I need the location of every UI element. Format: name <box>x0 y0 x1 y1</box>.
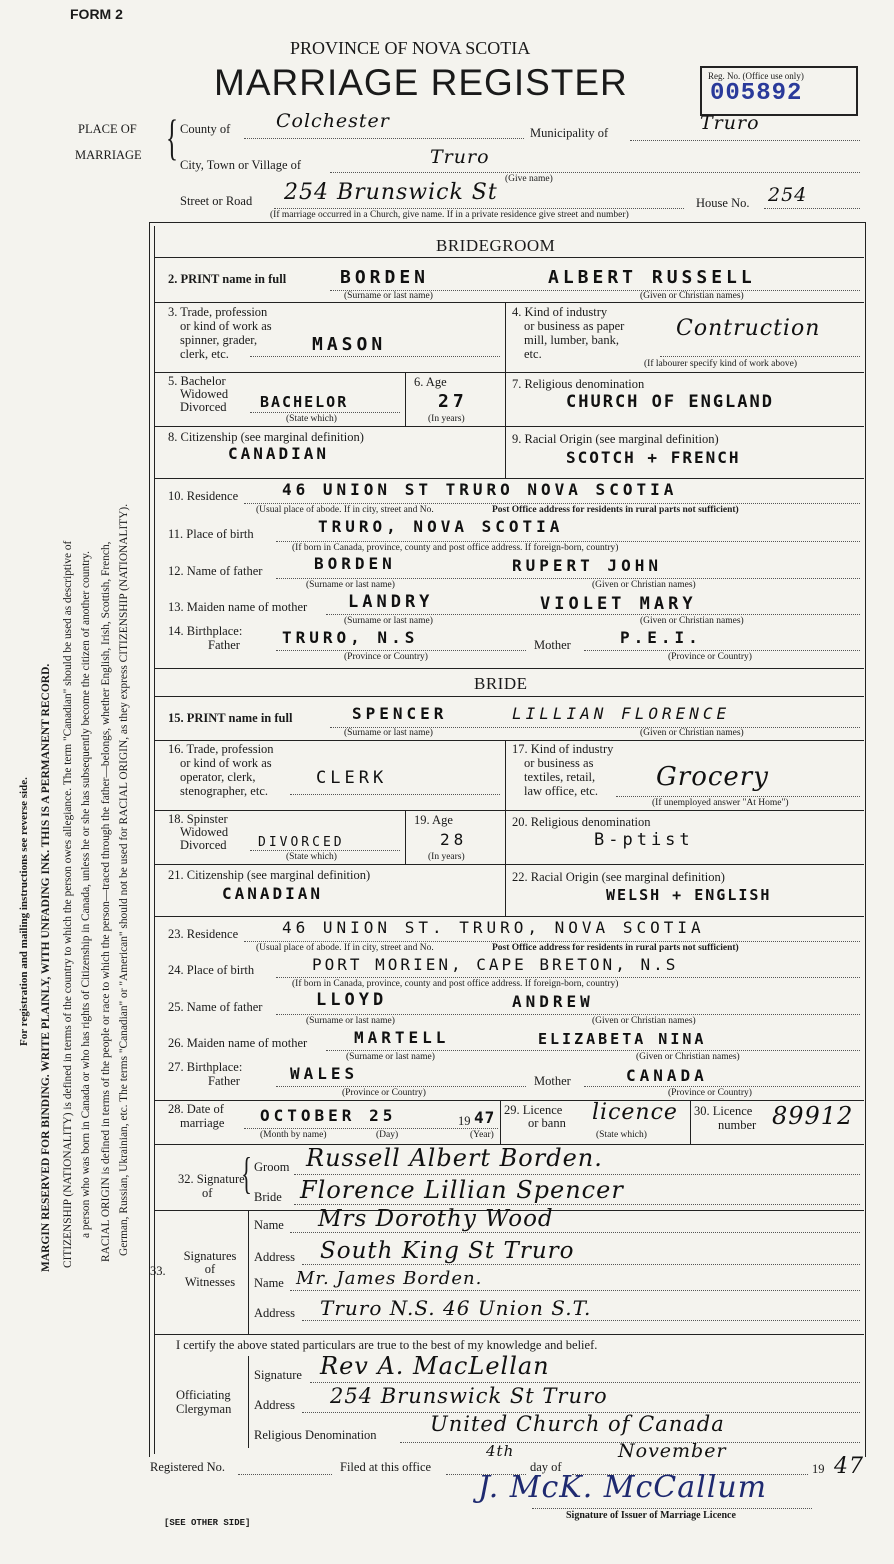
reg-number-label: Reg. No. (Office use only) <box>708 71 804 81</box>
marriage-date-label: 28. Date of marriage <box>168 1102 225 1130</box>
reg-number-value: 005892 <box>710 80 803 107</box>
groom-residence-label: 10. Residence <box>168 489 239 503</box>
licence-type-label: 29. Licence or bann <box>504 1103 566 1130</box>
groom-sig-label: Groom <box>254 1160 290 1174</box>
bride-sig-label: Bride <box>254 1190 282 1204</box>
bride-status-label: 18. Spinster Widowed Divorced <box>168 812 229 852</box>
bride-mother-birth-label: Mother <box>534 1074 571 1088</box>
bride-residence-note-2: Post Office address for residents in rural parts not sufficient) <box>492 943 739 953</box>
signature-of-label: 32. Signature of <box>178 1172 245 1200</box>
bride-racial: WELSH + ENGLISH <box>606 886 772 904</box>
year-note: (Year) <box>470 1130 494 1140</box>
groom-father-label: 12. Name of father <box>168 564 263 578</box>
margin-line-1: For registration and mailing instructions see reverse side. <box>18 777 30 1046</box>
bride-father-given-note: (Given or Christian names) <box>592 1016 696 1026</box>
clergy-signature: Rev A. MacLellan <box>320 1352 550 1380</box>
groom-industry: Contruction <box>676 316 821 341</box>
bride-mother-surname: MARTELL <box>354 1028 450 1047</box>
clergy-denomination: United Church of Canada <box>430 1412 725 1436</box>
bride-residence-note-1: (Usual place of abode. If in city, street and No. <box>256 943 434 953</box>
w2-name-label: Name <box>254 1276 284 1290</box>
province-title: PROVINCE OF NOVA SCOTIA <box>290 38 531 58</box>
witness-label: Signatures of Witnesses <box>183 1249 237 1289</box>
bride-citizenship-label: 21. Citizenship (see marginal definition) <box>168 868 371 882</box>
groom-age-label: 6. Age <box>414 375 447 389</box>
filed-day: 4th <box>486 1442 515 1460</box>
bride-father-label: 25. Name of father <box>168 1000 263 1014</box>
groom-signature: Russell Albert Borden. <box>306 1144 603 1172</box>
groom-given-note: (Given or Christian names) <box>640 291 744 301</box>
bride-birthplace-label: 27. Birthplace: Father <box>168 1060 243 1088</box>
bride-signature: Florence Lillian Spencer <box>300 1176 624 1204</box>
bride-religion-label: 20. Religious denomination <box>512 815 651 829</box>
bride-citizenship: CANADIAN <box>222 884 324 903</box>
day-note: (Day) <box>376 1130 399 1140</box>
bride-mother-surname-note: (Surname or last name) <box>346 1052 435 1062</box>
bride-industry: Grocery <box>656 762 769 792</box>
signature-brace: { <box>241 1149 252 1198</box>
groom-father-surname-note: (Surname or last name) <box>306 580 395 590</box>
bride-father-surname-note: (Surname or last name) <box>306 1016 395 1026</box>
groom-industry-note: (If labourer specify kind of work above) <box>644 359 797 369</box>
groom-father-given-note: (Given or Christian names) <box>592 580 696 590</box>
day-of-label: day of <box>530 1460 562 1474</box>
county-label: County of <box>180 122 231 136</box>
city-label: City, Town or Village of <box>180 158 302 172</box>
groom-given: ALBERT RUSSELL <box>548 267 756 288</box>
groom-status-label: 5. Bachelor Widowed Divorced <box>168 374 229 414</box>
groom-birthplace-label: 14. Birthplace: Father <box>168 624 243 652</box>
groom-trade: MASON <box>312 334 387 355</box>
margin-line-2: MARGIN RESERVED FOR BINDING. WRITE PLAINLY, WITH UNFADING INK. THIS IS A PERMANENT RECORD. <box>40 663 52 1272</box>
groom-birth-note: (If born in Canada, province, county and post office address. If foreign-born, country) <box>292 543 619 553</box>
bride-birth: PORT MORIEN, CAPE BRETON, N.S <box>312 955 679 974</box>
bride-mother-birth-note: (Province or Country) <box>668 1088 752 1098</box>
bride-surname: SPENCER <box>352 704 448 723</box>
bride-age-label: 19. Age <box>414 813 453 827</box>
county-value: Colchester <box>276 110 390 132</box>
bride-state-which: (State which) <box>286 852 337 862</box>
clergy-address-label: Address <box>254 1398 295 1412</box>
see-other-side: [SEE OTHER SIDE] <box>164 1518 251 1528</box>
groom-racial: SCOTCH + FRENCH <box>566 448 741 467</box>
groom-mother-birth-label: Mother <box>534 638 571 652</box>
groom-industry-label: 4. Kind of industry or business as paper mill, lumber, bank, etc. <box>512 305 625 361</box>
bride-industry-label: 17. Kind of industry or business as textiles, retail, law office, etc. <box>512 742 614 798</box>
licence-type: licence <box>592 1100 678 1125</box>
groom-birth: TRURO, NOVA SCOTIA <box>318 517 564 536</box>
clergy-sig-label: Signature <box>254 1368 302 1382</box>
officiating-label: Officiating Clergyman <box>176 1388 232 1416</box>
bride-mother-given-note: (Given or Christian names) <box>636 1052 740 1062</box>
bridegroom-heading: BRIDEGROOM <box>436 236 556 255</box>
groom-mother-birth: P.E.I. <box>620 628 702 647</box>
street-label: Street or Road <box>180 194 253 208</box>
certify-text: I certify the above stated particulars are true to the best of my knowledge and belief. <box>176 1338 598 1352</box>
bride-name-label: 15. PRINT name in full <box>168 711 293 725</box>
bride-given-note: (Given or Christian names) <box>640 728 744 738</box>
licence-number: 89912 <box>772 1102 854 1130</box>
margin-line-5: RACIAL ORIGIN is defined in terms of the people or race to which the person—traced through the father—belongs, whether English, Irish, Scottish, French, <box>100 541 112 1262</box>
bride-father-birth-note: (Province or Country) <box>342 1088 426 1098</box>
groom-religion: CHURCH OF ENGLAND <box>566 392 774 412</box>
bride-birth-label: 24. Place of birth <box>168 963 255 977</box>
bride-trade-label: 16. Trade, profession or kind of work as operator, clerk, stenographer, etc. <box>168 742 274 798</box>
witness-1-name: Mrs Dorothy Wood <box>318 1206 554 1232</box>
issuer-label: Signature of Issuer of Marriage Licence <box>566 1510 736 1521</box>
clergy-denom-label: Religious Denomination <box>254 1428 377 1442</box>
place-brace: { <box>166 109 178 165</box>
margin-line-6: German, Russian, Ukrainian, etc. The terms "Canadian" or "American" should not be used for RACIAL ORIGIN, as they express CITIZENSHIP (NATIONALITY). <box>118 503 130 1256</box>
place-label-top: PLACE OF <box>78 122 137 136</box>
groom-religion-label: 7. Religious denomination <box>512 377 645 391</box>
groom-citizenship: CANADIAN <box>228 444 330 463</box>
witness-1-address: South King St Truro <box>320 1238 575 1264</box>
w1-address-label: Address <box>254 1250 295 1264</box>
bride-status: DIVORCED <box>258 835 345 850</box>
w1-name-label: Name <box>254 1218 284 1232</box>
groom-mother-given: VIOLET MARY <box>540 594 697 614</box>
groom-citizenship-label: 8. Citizenship (see marginal definition) <box>168 430 364 444</box>
groom-father-birth: TRURO, N.S <box>282 628 419 647</box>
bride-mother-given: ELIZABETA NINA <box>538 1030 707 1048</box>
groom-age: 27 <box>438 391 468 412</box>
w2-address-label: Address <box>254 1306 295 1320</box>
bride-industry-note: (If unemployed answer "At Home") <box>652 798 789 808</box>
groom-name-label: 2. PRINT name in full <box>168 272 287 286</box>
groom-mother-given-note: (Given or Christian names) <box>640 616 744 626</box>
bride-age-note: (In years) <box>428 852 465 862</box>
marriage-month-day: OCTOBER 25 <box>260 1106 397 1125</box>
bride-mother-label: 26. Maiden name of mother <box>168 1036 308 1050</box>
bride-religion: B-ptist <box>594 830 694 850</box>
groom-surname-note: (Surname or last name) <box>344 291 433 301</box>
groom-mother-surname-note: (Surname or last name) <box>344 616 433 626</box>
witness-2-address: Truro N.S. 46 Union S.T. <box>320 1296 592 1320</box>
groom-birth-label: 11. Place of birth <box>168 527 254 541</box>
groom-residence-note-1: (Usual place of abode. If in city, street and No. <box>256 505 434 515</box>
groom-age-note: (In years) <box>428 414 465 424</box>
registered-label: Registered No. <box>150 1460 225 1474</box>
bride-given: LILLIAN FLORENCE <box>512 704 731 723</box>
bride-father-given: ANDREW <box>512 992 594 1011</box>
filed-year: 47 <box>834 1454 864 1479</box>
bride-father-surname: LLOYD <box>316 990 388 1010</box>
witness-number-label: 33. <box>150 1264 166 1278</box>
bride-heading: BRIDE <box>474 674 528 693</box>
marriage-year: 47 <box>474 1108 496 1127</box>
bride-father-birth: WALES <box>290 1064 359 1083</box>
groom-surname: BORDEN <box>340 267 430 288</box>
groom-status: BACHELOR <box>260 393 349 411</box>
form-number: FORM 2 <box>70 6 123 22</box>
house-label: House No. <box>696 196 750 210</box>
bride-residence: 46 UNION ST. TRURO, NOVA SCOTIA <box>282 918 705 937</box>
filed-month: November <box>618 1440 727 1462</box>
groom-father-birth-note: (Province or Country) <box>344 652 428 662</box>
municipality-label: Municipality of <box>530 126 609 140</box>
clergy-address: 254 Brunswick St Truro <box>330 1384 608 1408</box>
bride-residence-label: 23. Residence <box>168 927 239 941</box>
page-title: MARRIAGE REGISTER <box>214 62 628 103</box>
filed-year-prefix: 19 <box>812 1462 825 1476</box>
witness-2-name: Mr. James Borden. <box>296 1268 483 1289</box>
street-value: 254 Brunswick St <box>284 180 498 205</box>
groom-residence: 46 UNION ST TRURO NOVA SCOTIA <box>282 480 678 499</box>
bride-racial-label: 22. Racial Origin (see marginal definition) <box>512 870 725 884</box>
groom-mother-label: 13. Maiden name of mother <box>168 600 308 614</box>
place-label-bottom: MARRIAGE <box>75 148 142 162</box>
groom-father-surname: BORDEN <box>314 554 396 573</box>
margin-line-3: CITIZENSHIP (NATIONALITY) is defined in terms of the country to which the person owes allegiance. The term "Canadian" should be used as descriptive of <box>62 540 74 1268</box>
issuer-signature: J. McK. McCallum <box>478 1470 768 1505</box>
licence-number-label: 30. Licence number <box>694 1104 757 1132</box>
month-note: (Month by name) <box>260 1130 327 1140</box>
house-value: 254 <box>768 184 808 206</box>
groom-trade-label: 3. Trade, profession or kind of work as spinner, grader, clerk, etc. <box>168 305 272 361</box>
city-value: Truro <box>430 146 490 168</box>
bride-birth-note: (If born in Canada, province, county and post office address. If foreign-born, country) <box>292 979 619 989</box>
bride-age: 28 <box>440 830 468 849</box>
groom-state-which: (State which) <box>286 414 337 424</box>
bride-surname-note: (Surname or last name) <box>344 728 433 738</box>
bride-trade: CLERK <box>316 768 388 788</box>
groom-residence-note-2: Post Office address for residents in rural parts not sufficient) <box>492 505 739 515</box>
groom-mother-surname: LANDRY <box>348 592 434 612</box>
reg-number-box <box>700 66 858 116</box>
municipality-value: Truro <box>700 112 760 134</box>
groom-father-given: RUPERT JOHN <box>512 556 662 575</box>
filed-label: Filed at this office <box>340 1460 432 1474</box>
groom-mother-birth-note: (Province or Country) <box>668 652 752 662</box>
groom-racial-label: 9. Racial Origin (see marginal definition) <box>512 432 719 446</box>
street-note: (If marriage occurred in a Church, give name. If in a private residence give street and number) <box>270 210 629 220</box>
marriage-year-prefix: 19 <box>458 1114 471 1128</box>
licence-state-which: (State which) <box>596 1130 647 1140</box>
give-name-note: (Give name) <box>505 174 553 184</box>
margin-line-4: a person who was born in Canada or who has rights of Citizenship in Canada, unless he or she has subsequently become the citizen of another country. <box>80 551 92 1238</box>
bride-mother-birth: CANADA <box>626 1066 708 1085</box>
